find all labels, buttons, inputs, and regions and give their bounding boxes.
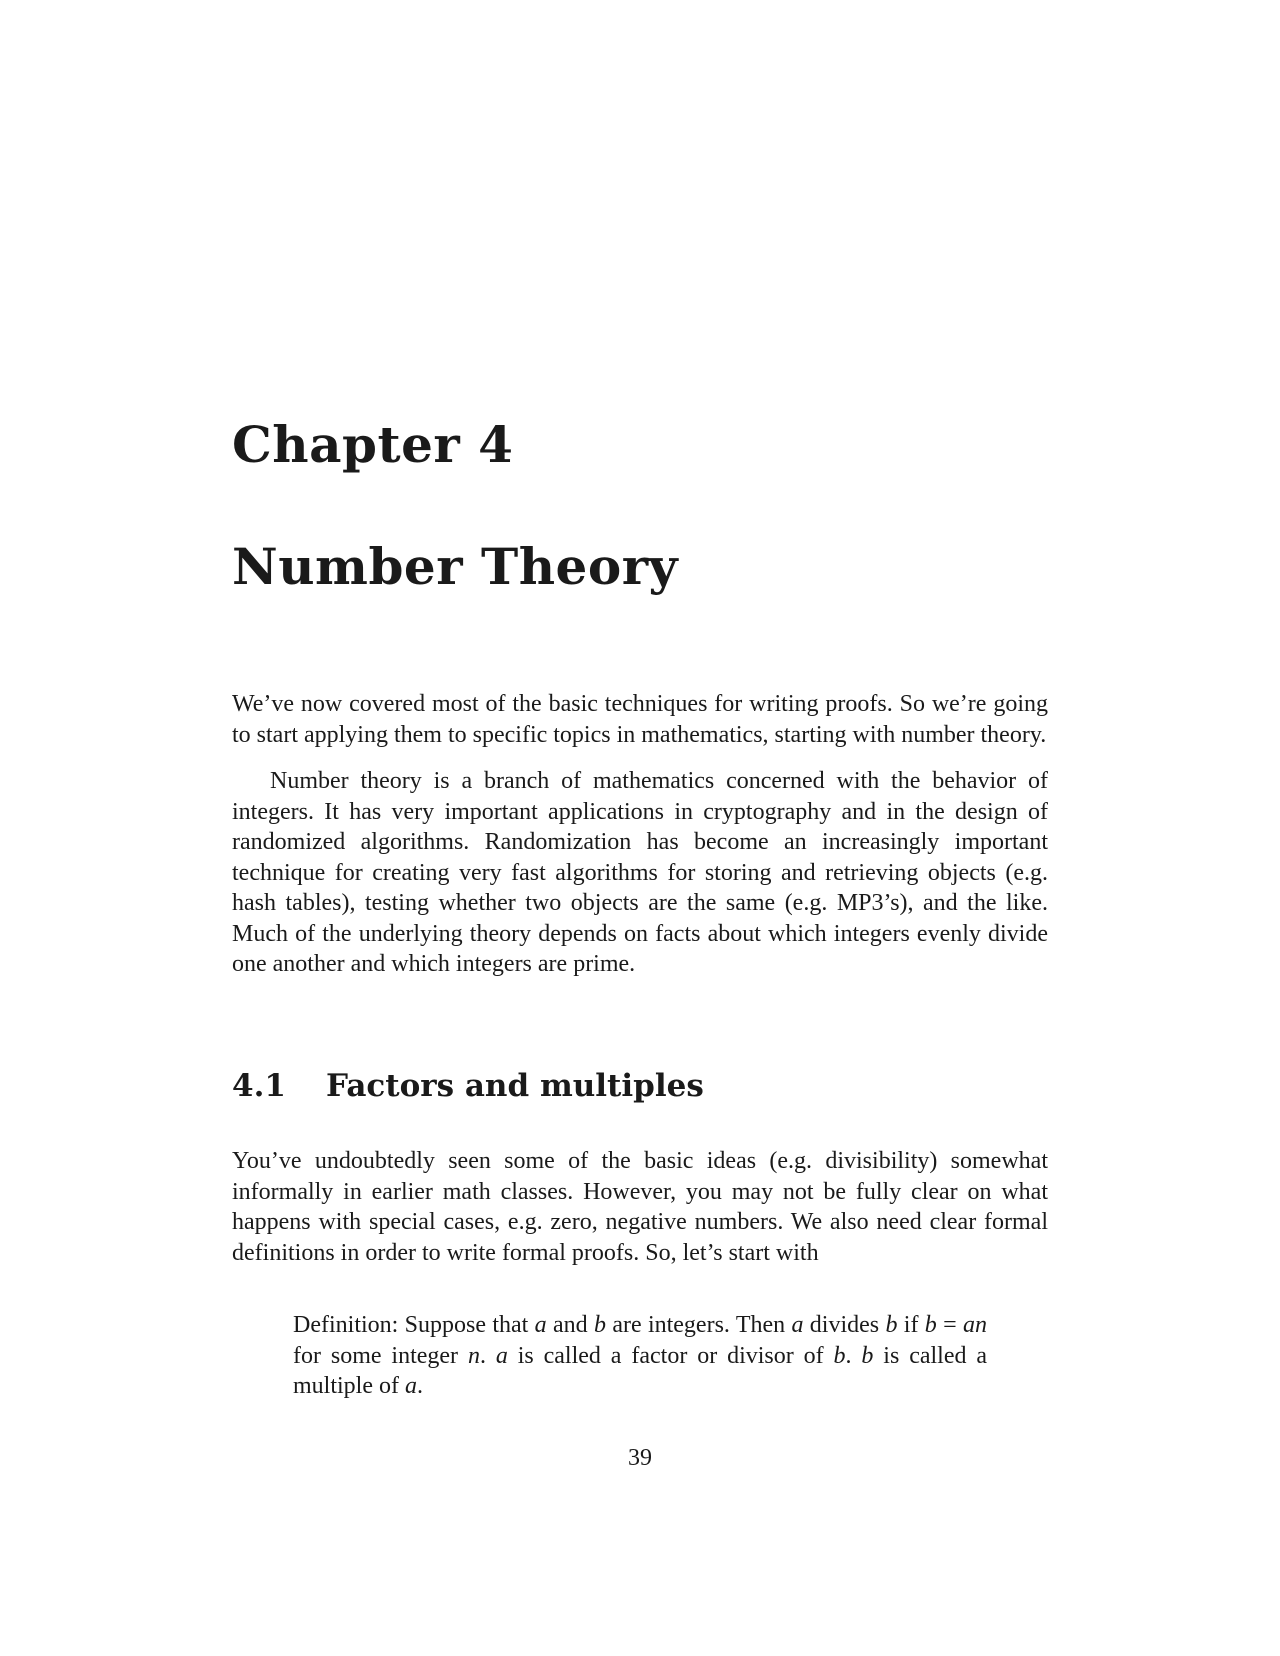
section-title: Factors and multiples: [326, 1068, 704, 1104]
intro-paragraph-1: We’ve now covered most of the basic techniques for writing proofs. So we’re going to start applying them to specific topics in mathematics, starting with number theory.: [232, 691, 1048, 748]
definition-text: Definition: Suppose that: [293, 1312, 535, 1338]
math-variable: b: [924, 1312, 937, 1338]
math-variable: b: [593, 1312, 606, 1338]
math-variable: b: [861, 1342, 874, 1369]
math-variable: an: [963, 1312, 987, 1338]
chapter-title: Number Theory: [232, 537, 679, 596]
definition-text: .: [416, 1373, 423, 1399]
math-variable: a: [404, 1373, 417, 1399]
definition-text: and: [546, 1312, 594, 1338]
definition-text: for some integer: [293, 1342, 468, 1369]
section-number: 4.1: [232, 1068, 286, 1104]
math-variable: b: [833, 1342, 846, 1369]
math-variable: a: [534, 1312, 547, 1338]
page-number: 39: [628, 1445, 652, 1471]
definition-text: are integers. Then: [605, 1312, 792, 1338]
definition-text: .: [845, 1342, 862, 1369]
section-paragraph-1: You’ve undoubtedly seen some of the basic ideas (e.g. divisibility) somewhat informally in earlier math classes. However, you may not be fully clear on what happens with special cases, e.g. zero, negative numbers. We also need clear formal definitions in order to write formal proofs. So, let’s start with: [232, 1148, 1048, 1266]
math-variable: n: [467, 1342, 480, 1369]
definition-block: [293, 1310, 987, 1402]
definition-text: =: [936, 1312, 963, 1338]
definition-text: .: [479, 1342, 496, 1369]
math-variable: a: [791, 1312, 804, 1338]
definition-text: is called a factor or divisor of: [507, 1342, 834, 1369]
chapter-label: Chapter 4: [232, 415, 514, 474]
intro-paragraph-2: Number theory is a branch of mathematics concerned with the behavior of integers. It has very important applications in cryptography and in the design of randomized algorithms. Randomization has become an increasingly important technique for creating very fast algorithms for storing and retrieving objects (e.g. hash tables), testing whether two objects are the same (e.g. MP3’s), and the like. Much of the underlying theory depends on facts about which integers evenly divide one another and which integers are prime.: [232, 768, 1048, 977]
definition-text: is called a multiple of: [293, 1342, 988, 1399]
section-heading: [232, 1066, 704, 1106]
definition-text: divides: [803, 1312, 886, 1338]
math-variable: a: [495, 1342, 508, 1369]
definition-text: if: [897, 1312, 925, 1338]
math-variable: b: [885, 1312, 898, 1338]
